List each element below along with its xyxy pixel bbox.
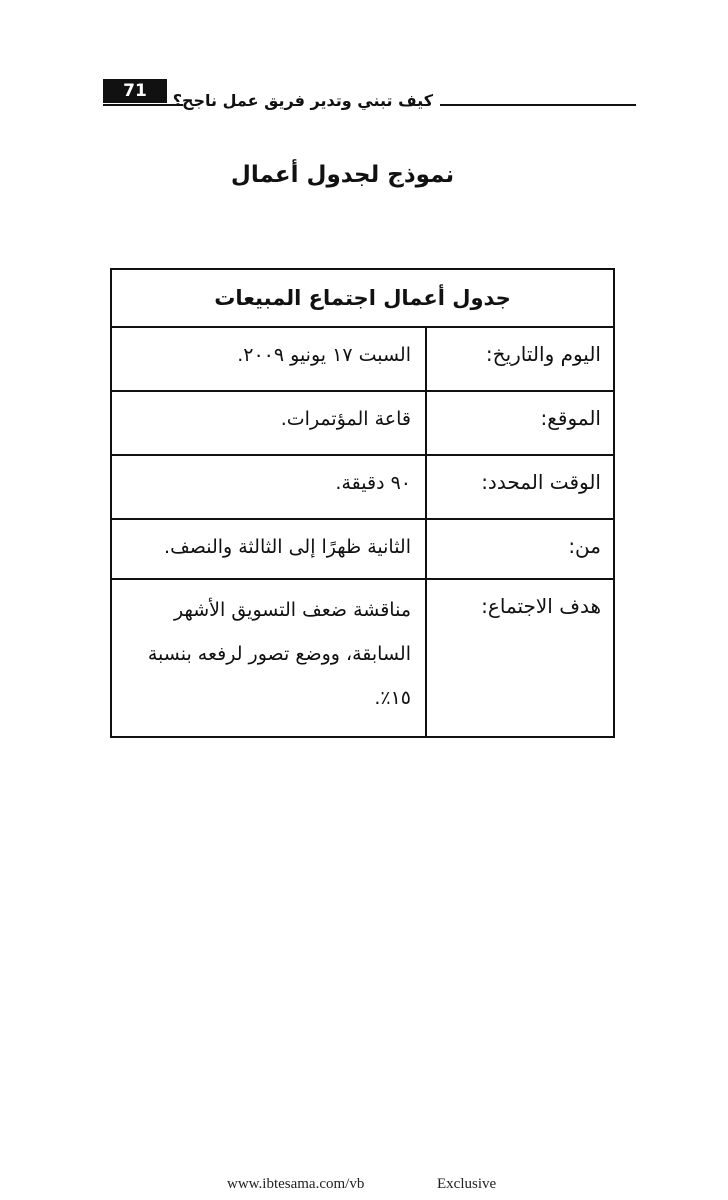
agenda-label: الوقت المحدد:: [425, 456, 613, 518]
agenda-row-duration: [112, 456, 613, 520]
page-number: 71: [103, 79, 167, 103]
agenda-heading: جدول أعمال اجتماع المبيعات: [112, 270, 613, 328]
agenda-label: اليوم والتاريخ:: [425, 328, 613, 390]
agenda-row-location: [112, 392, 613, 456]
agenda-value: مناقشة ضعف التسويق الأشهر السابقة، ووضع تصور لرفعه بنسبة ١٥٪.: [147, 599, 411, 709]
agenda-table: [110, 268, 615, 738]
agenda-label: هدف الاجتماع:: [425, 580, 613, 738]
agenda-row-time: [112, 520, 613, 580]
header-rule-right: [440, 104, 636, 106]
agenda-label: من:: [425, 520, 613, 578]
header-rule-left: [103, 104, 183, 106]
agenda-row-goal: [112, 580, 613, 738]
footer-url[interactable]: www.ibtesama.com/vb: [227, 1176, 365, 1192]
agenda-value: السبت ١٧ يونيو ٢٠٠٩.: [237, 344, 411, 366]
document-title: نموذج لجدول أعمال: [230, 162, 455, 188]
running-title: كيف تبني وتدير فريق عمل ناجح؟: [172, 91, 433, 110]
footer-tag: Exclusive: [437, 1176, 497, 1192]
agenda-label: الموقع:: [425, 392, 613, 454]
agenda-value: الثانية ظهرًا إلى الثالثة والنصف.: [164, 536, 411, 558]
agenda-value: ٩٠ دقيقة.: [335, 472, 411, 494]
agenda-row-date: [112, 328, 613, 392]
agenda-value: قاعة المؤتمرات.: [280, 408, 411, 430]
